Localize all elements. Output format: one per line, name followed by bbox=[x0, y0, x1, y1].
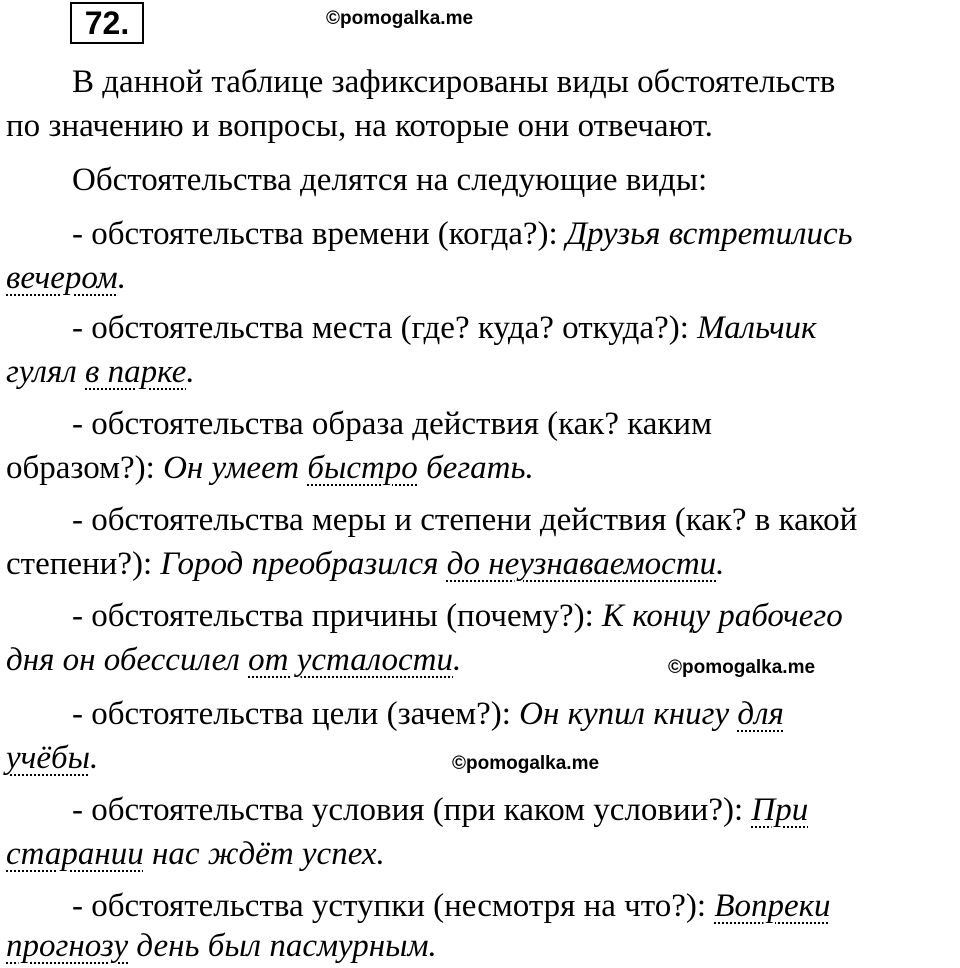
list-item-place bbox=[72, 308, 817, 348]
text: . bbox=[453, 642, 462, 678]
adverbial-underlined: старании bbox=[6, 836, 144, 872]
adverbial-underlined: для bbox=[737, 696, 784, 732]
example-text: К концу рабочего bbox=[602, 598, 843, 634]
example-text: Он умеет bbox=[163, 450, 308, 486]
example-text: бегать. bbox=[417, 450, 534, 486]
adverbial-underlined: от усталости bbox=[248, 642, 454, 678]
text: - обстоятельства меры и степени действия (как? в какой bbox=[72, 502, 858, 538]
example-text: Мальчик bbox=[697, 310, 817, 346]
adverbial-underlined: вечером bbox=[6, 260, 118, 296]
list-item-place-cont bbox=[6, 352, 195, 392]
text: - обстоятельства уступки (несмотря на что?): bbox=[72, 888, 715, 924]
list-item-time-cont bbox=[6, 258, 126, 298]
watermark: ©pomogalka.me bbox=[326, 8, 474, 29]
list-item-cause-cont bbox=[6, 640, 461, 680]
list-item-purpose-cont bbox=[6, 738, 98, 778]
list-item-concession bbox=[72, 886, 831, 926]
example-text: Город преобразился bbox=[160, 546, 447, 582]
list-item-condition bbox=[72, 790, 808, 830]
watermark: ©pomogalka.me bbox=[668, 657, 816, 678]
adverbial-underlined: прогнозу bbox=[6, 928, 129, 964]
watermark: ©pomogalka.me bbox=[452, 753, 600, 774]
adverbial-underlined: учёбы bbox=[6, 740, 90, 776]
list-item-manner-cont bbox=[6, 448, 534, 488]
text: - обстоятельства времени (когда?): bbox=[72, 216, 566, 252]
text: . bbox=[117, 260, 126, 296]
text: - обстоятельства места (где? куда? откуда?): bbox=[72, 310, 698, 346]
task-number: 72. bbox=[84, 5, 130, 41]
text: В данной таблице зафиксированы виды обстоятельств bbox=[72, 64, 836, 100]
paragraph-line bbox=[6, 106, 713, 146]
list-item-manner bbox=[72, 404, 712, 444]
example-text: дня он обессилел bbox=[6, 642, 249, 678]
text: - обстоятельства цели (зачем?): bbox=[72, 696, 520, 732]
list-item-measure bbox=[72, 500, 857, 540]
list-item-measure-cont bbox=[6, 544, 724, 584]
text: - обстоятельства причины (почему?): bbox=[72, 598, 603, 634]
text: . bbox=[89, 740, 99, 776]
list-item-concession-cont bbox=[6, 926, 437, 966]
list-item-condition-cont bbox=[6, 834, 385, 874]
text: степени?): bbox=[6, 546, 161, 582]
example-text: гулял bbox=[6, 354, 86, 390]
list-item-purpose bbox=[72, 694, 784, 734]
text: - обстоятельства условия (при каком условии?): bbox=[72, 792, 752, 828]
adverbial-underlined: быстро bbox=[307, 450, 418, 486]
list-item-cause bbox=[72, 596, 843, 636]
adverbial-underlined: Вопреки bbox=[714, 888, 831, 924]
text: по значению и вопросы, на которые они отвечают. bbox=[6, 108, 713, 144]
text: - обстоятельства образа действия (как? каким bbox=[72, 406, 712, 442]
text: . bbox=[716, 546, 725, 582]
text: . bbox=[186, 354, 195, 390]
example-text: нас ждёт успех. bbox=[143, 836, 385, 872]
task-number-box bbox=[70, 2, 144, 44]
adverbial-underlined: в парке bbox=[85, 354, 187, 390]
paragraph-line bbox=[72, 62, 835, 102]
paragraph-line bbox=[72, 160, 707, 200]
adverbial-underlined: При bbox=[751, 792, 809, 828]
example-text: Он купил книгу bbox=[519, 696, 738, 732]
example-text: день был пасмурным. bbox=[128, 928, 437, 964]
text: образом?): bbox=[6, 450, 164, 486]
example-text: Друзья встретились bbox=[565, 216, 853, 252]
adverbial-underlined: до неузнаваемости bbox=[446, 546, 717, 582]
text: Обстоятельства делятся на следующие виды: bbox=[72, 162, 708, 198]
list-item-time bbox=[72, 214, 853, 254]
